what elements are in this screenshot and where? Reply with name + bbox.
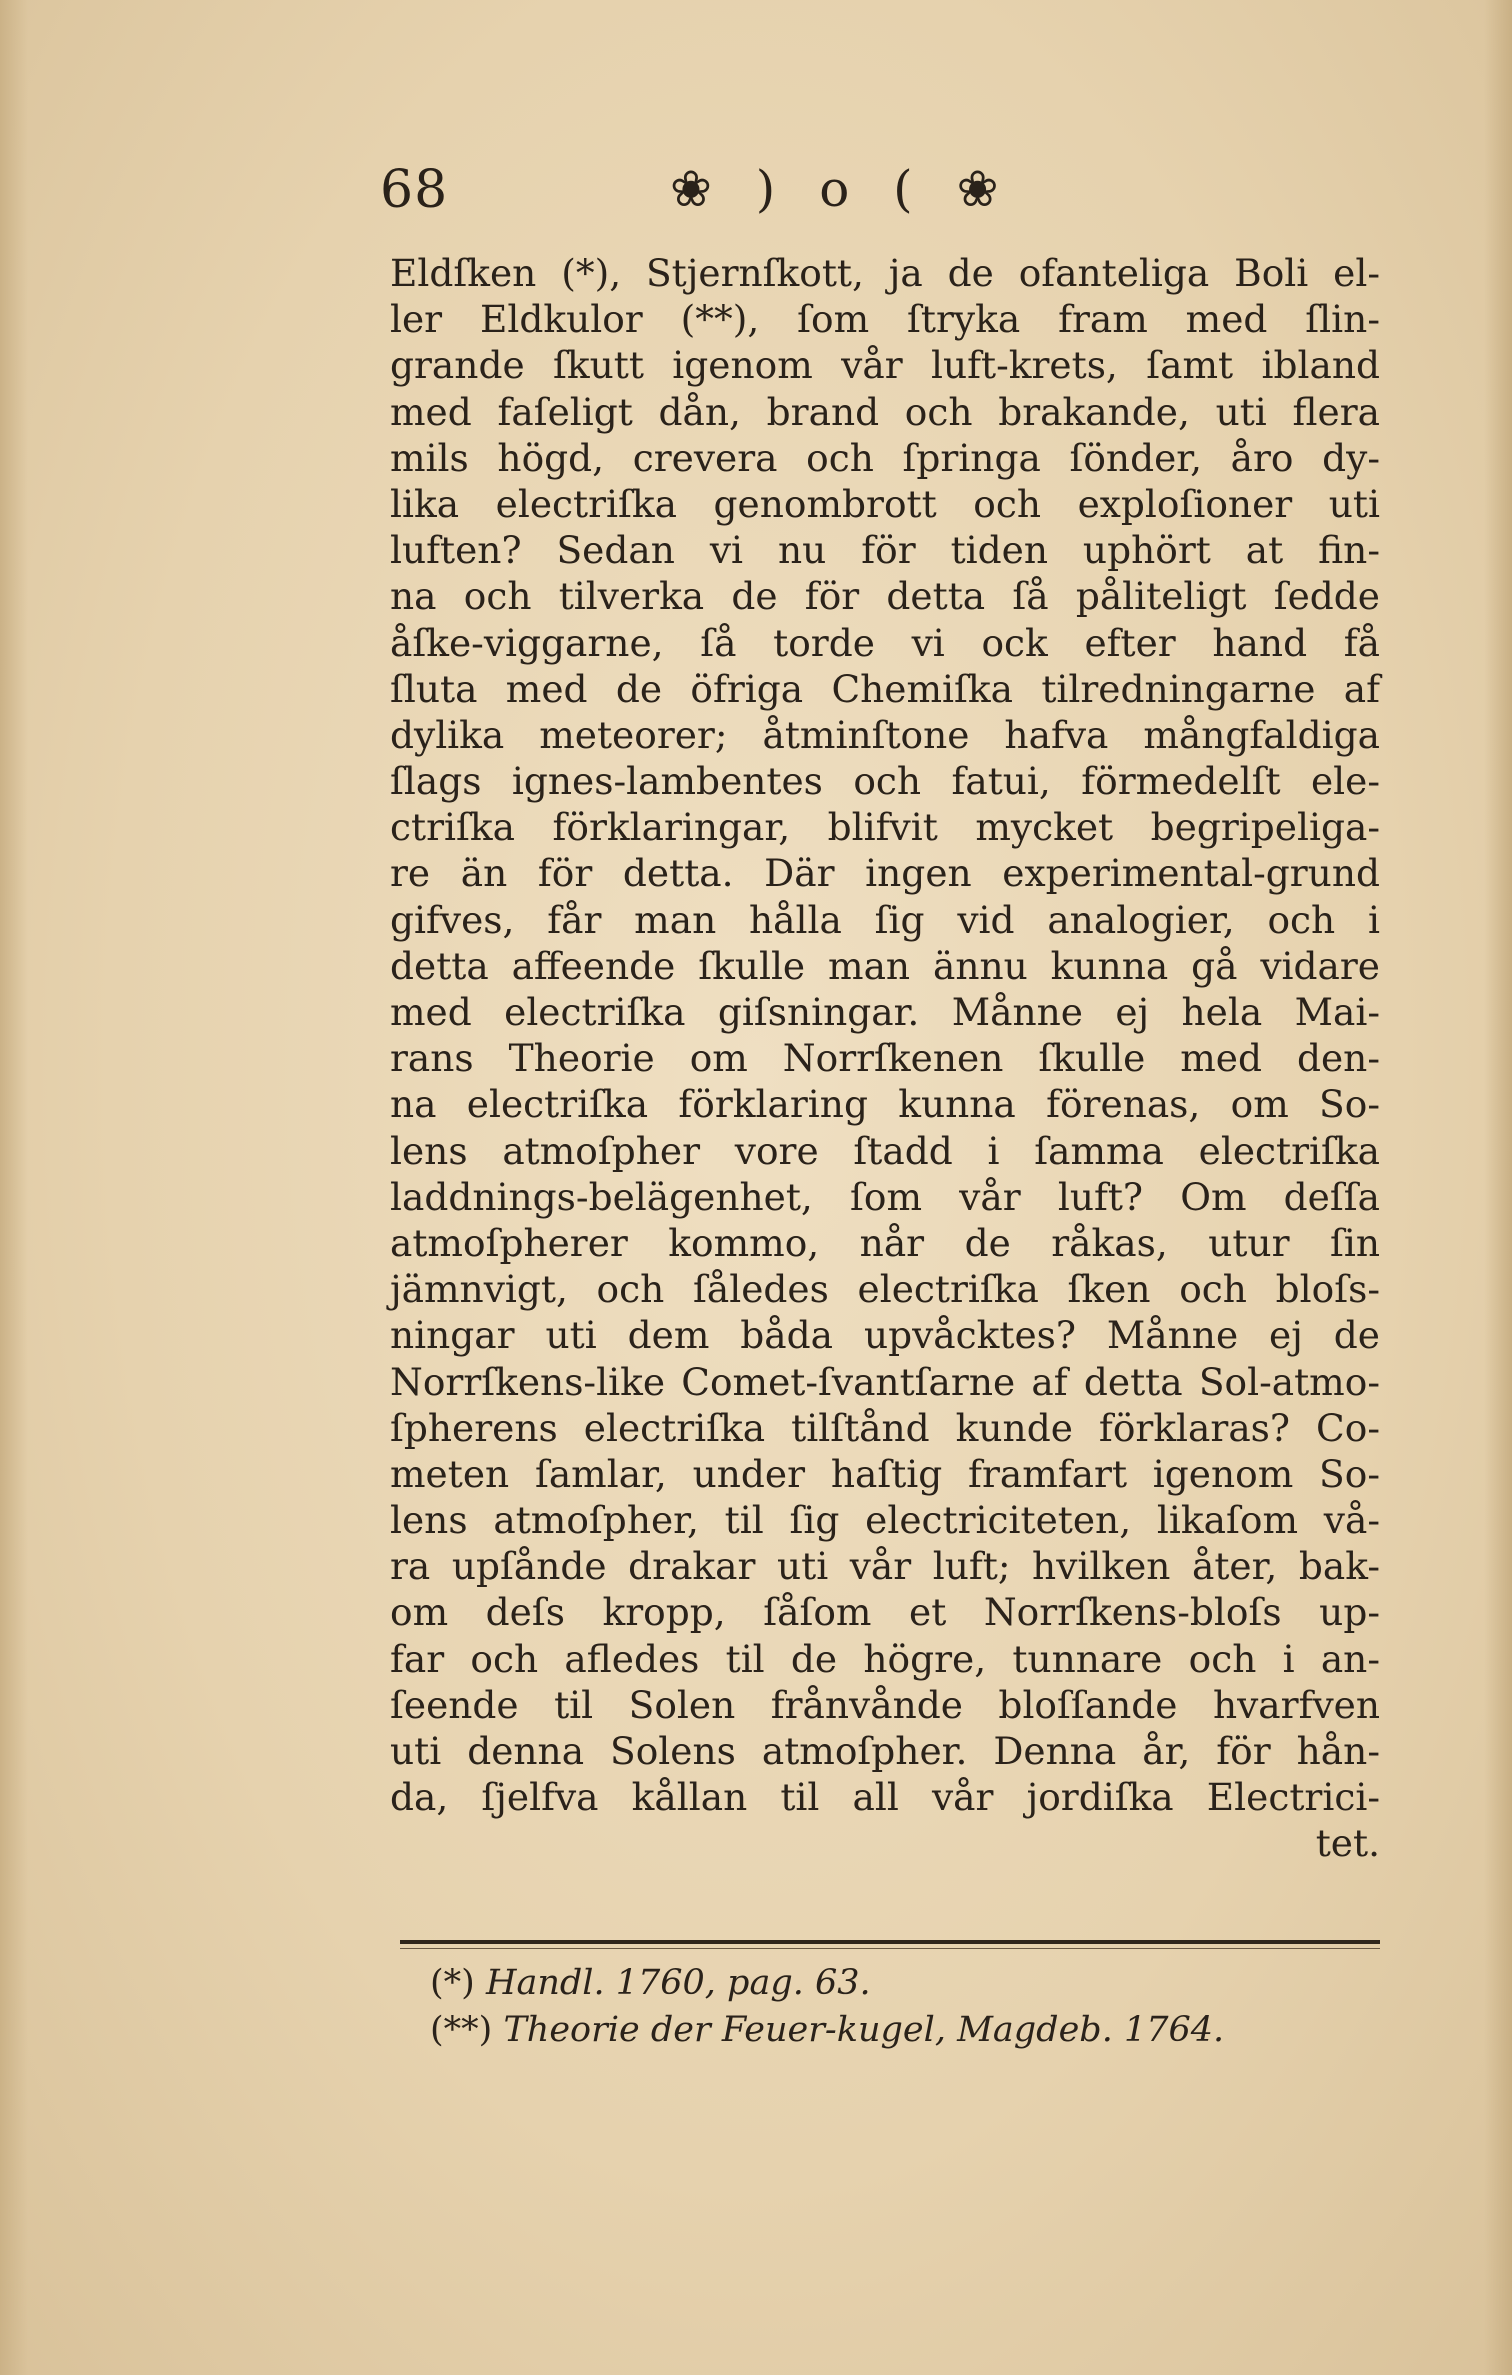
text-line: ler Eldkulor (**), ſom ſtryka fram med ſlin- [390, 297, 1380, 342]
text-line: ningar uti dem båda upvåcktes? Månne ej de [390, 1313, 1380, 1358]
text-line: ſeende til Solen frånvånde bloſſande hvarfven [390, 1682, 1380, 1727]
text-line: meten ſamlar, under haſtig framfart igenom So- [390, 1451, 1380, 1496]
header-ornament: ❀ ) o ( ❀ [670, 160, 1013, 218]
text-line: rans Theorie om Norrſkenen ſkulle med den- [390, 1036, 1380, 1081]
text-line: dylika meteorer; åtminſtone hafva mångfaldiga [390, 712, 1380, 757]
page-number: 68 [380, 160, 449, 220]
text-line: gifves, får man hålla ſig vid analogier, och i [390, 897, 1380, 942]
text-line: far och afledes til de högre, tunnare och i an- [390, 1636, 1380, 1681]
main-text [390, 250, 1380, 1867]
text-line: uti denna Solens atmoſpher. Denna år, för hån- [390, 1729, 1380, 1773]
text-line: ctriſka förklaringar, blifvit mycket begripeliga- [390, 805, 1380, 850]
text-line: ſluta med de öfriga Chemiſka tilredningarne af [390, 666, 1380, 711]
text-line: detta affeende ſkulle man ännu kunna gå vidare [390, 943, 1380, 988]
text-line: atmoſpherer kommo, når de råkas, utur ſin [390, 1220, 1380, 1265]
footnotes [430, 1960, 1330, 2054]
page-edge-left [0, 0, 28, 2375]
text-line: jämnvigt, och ſåledes electriſka ſken och bloſs- [390, 1267, 1380, 1312]
text-line: na electriſka förklaring kunna förenas, om So- [390, 1082, 1380, 1127]
footnote-rule [400, 1940, 1380, 1944]
footnote [430, 1960, 1330, 2007]
text-line: lens atmoſpher vore ſtadd i ſamma electriſka [390, 1128, 1380, 1173]
footnote-marker: (*) [430, 1963, 475, 2003]
text-line: Eldſken (*), Stjernſkott, ja de ofanteliga Boli el- [390, 251, 1380, 295]
text-line: laddnings-belägenhet, ſom vår luft? Om deſſa [390, 1174, 1380, 1219]
text-line: Norrſkens-like Comet-ſvantſarne af detta Sol-atmo- [390, 1359, 1380, 1404]
footnote-marker: (**) [430, 2010, 493, 2050]
page-edge-right [1484, 0, 1512, 2375]
text-line: grande ſkutt igenom vår luft-krets, ſamt ibland [390, 343, 1380, 388]
text-line: om deſs kropp, ſåſom et Norrſkens-bloſs up- [390, 1590, 1380, 1635]
footnote-text: Theorie der Feuer-kugel, Magdeb. 1764. [503, 2010, 1225, 2050]
text-line: lika electriſka genombrott och exploſioner uti [390, 481, 1380, 526]
text-line: åſke-viggarne, ſå torde vi ock efter hand få [390, 620, 1380, 665]
footnote-rule-thin [400, 1948, 1380, 1949]
text-line: re än för detta. Där ingen experimental-grund [390, 851, 1380, 896]
footnote-text: Handl. 1760, pag. 63. [485, 1963, 871, 2003]
text-line-catchword: tet. [1315, 1821, 1380, 1866]
text-line: med electriſka giſsningar. Månne ej hela Mai- [390, 990, 1380, 1034]
text-line: ſlags ignes-lambentes och fatui, förmedelſt ele- [390, 759, 1380, 804]
text-line: luften? Sedan vi nu för tiden uphört at fin- [390, 528, 1380, 573]
text-line: mils högd, crevera och ſpringa ſönder, åro dy- [390, 435, 1380, 480]
text-line: med faſeligt dån, brand och brakande, uti flera [390, 389, 1380, 434]
footnote [430, 2007, 1330, 2054]
text-line: da, ſjelfva kållan til all vår jordiſka Electrici- [390, 1775, 1380, 1820]
text-line: na och tilverka de för detta ſå påliteligt ſedde [390, 574, 1380, 619]
text-line: ſpherens electriſka tilſtånd kunde förklaras? Co- [390, 1405, 1380, 1450]
text-line: ra upſånde drakar uti vår luft; hvilken åter, bak- [390, 1544, 1380, 1589]
page-header [380, 150, 1120, 230]
text-line: lens atmoſpher, til ſig electriciteten, likaſom vå- [390, 1498, 1380, 1543]
